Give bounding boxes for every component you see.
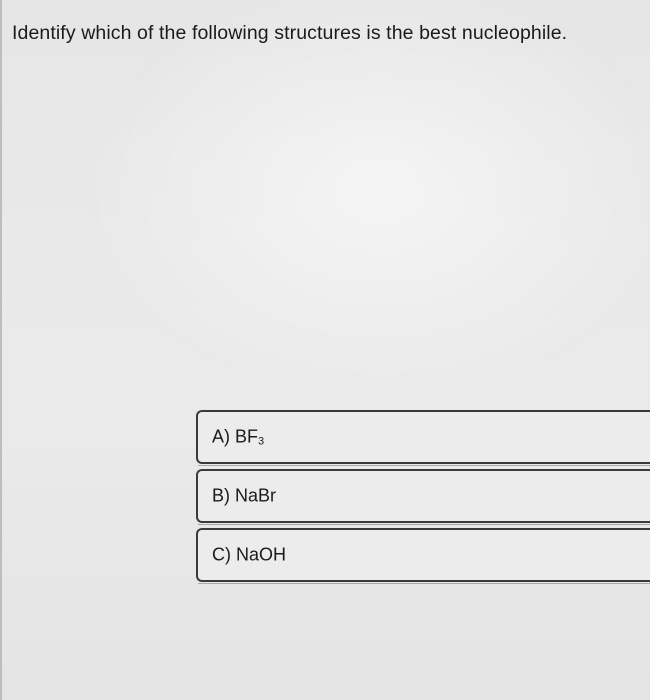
answer-option-b[interactable] (196, 469, 650, 523)
question-text: Identify which of the following structures is the best nucleophile. (12, 22, 568, 44)
option-letter: B) (212, 485, 230, 506)
answer-options (196, 410, 650, 587)
answer-option-c[interactable] (196, 528, 650, 582)
left-divider (0, 0, 2, 700)
option-formula: BF (235, 426, 259, 447)
option-formula: NaOH (236, 544, 287, 565)
option-letter: C) (212, 544, 231, 565)
option-formula-subscript: 3 (258, 435, 265, 448)
option-letter: A) (212, 426, 230, 447)
answer-option-c-label (212, 545, 286, 566)
answer-option-a[interactable] (196, 410, 650, 464)
answer-option-a-label (212, 427, 264, 448)
option-formula: NaBr (235, 485, 277, 506)
answer-option-b-label (212, 486, 276, 507)
